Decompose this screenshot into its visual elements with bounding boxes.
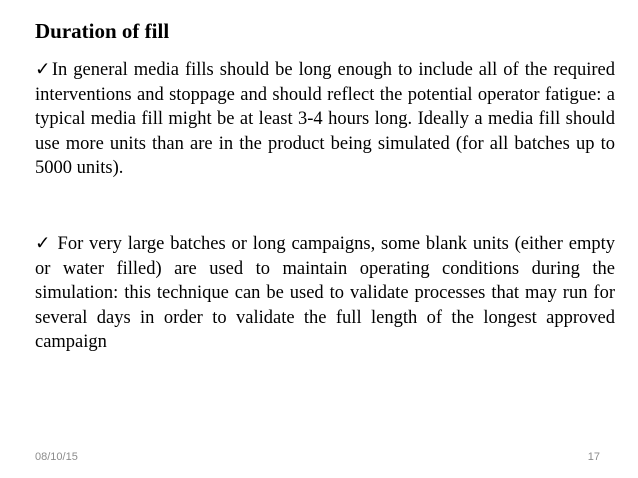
footer-page-number: 17 <box>587 451 600 463</box>
slide-title: Duration of fill <box>35 19 170 43</box>
footer-date: 08/10/15 <box>35 451 78 463</box>
bullet-text-1: In general media fills should be long enough to include all of the required interventions and stoppage and should reflect the potential operator fatigue: a typical media fill might be at least 3-4 hours long. Ideally a media fill should use more units than are in the product being simulated (for all batches up to 5000 units). <box>35 60 615 178</box>
bullet-item-2 <box>35 232 615 355</box>
bullet-item-1 <box>35 58 615 181</box>
bullet-text-2: For very large batches or long campaigns, some blank units (either empty or water filled) are used to maintain operating conditions during the simulation: this technique can be used to validate processes that may run for several days in order to validate the full length of the longest approved campaign <box>35 234 615 352</box>
checkmark-icon: ✓ <box>35 60 52 80</box>
checkmark-icon: ✓ <box>35 234 52 254</box>
